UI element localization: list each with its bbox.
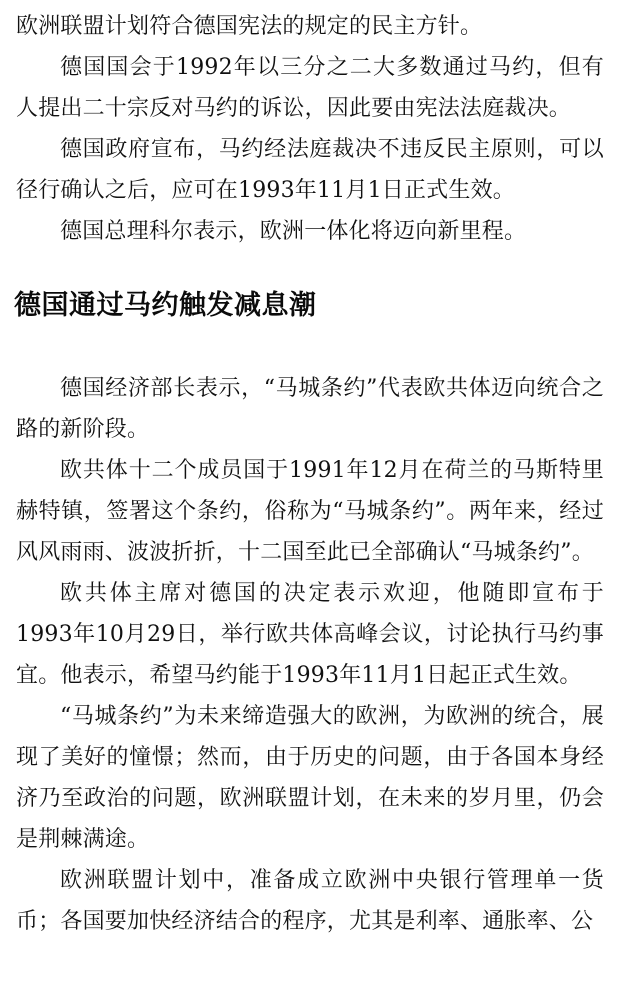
paragraph-intro-1: 欧洲联盟计划符合德国宪法的规定的民主方针。: [16, 14, 483, 39]
paragraph-section-3: 欧共体主席对德国的决定表示欢迎，他随即宣布于1993年10月29日，举行欧共体高峰会议，讨论执行马约事宜。他表示，希望马约能于1993年11月1日起正式生效。: [16, 581, 604, 688]
paragraph-intro-3: 德国政府宣布，马约经法庭裁决不违反民主原则，可以径行确认之后，应可在1993年11月1日正式生效。: [16, 137, 604, 203]
paragraph-section-1: 德国经济部长表示，“马城条约”代表欧共体迈向统合之路的新阶段。: [16, 376, 604, 442]
paragraph-intro-2: 德国国会于1992年以三分之二大多数通过马约，但有人提出二十宗反对马约的诉讼，因此要由宪法法庭裁决。: [16, 55, 604, 121]
paragraph-intro-4: 德国总理科尔表示，欧洲一体化将迈向新里程。: [60, 219, 527, 244]
spacer-before-heading: [0, 252, 618, 286]
paragraph-section-2: 欧共体十二个成员国于1991年12月在荷兰的马斯特里赫特镇，签署这个条约，俗称为“马城条约”。两年来，经过风风雨雨、波波折折，十二国至此已全部确认“马城条约”。: [16, 458, 604, 565]
paragraph-section-5: 欧洲联盟计划中，准备成立欧洲中央银行管理单一货币；各国要加快经济结合的程序，尤其是利率、通胀率、公: [16, 868, 604, 934]
spacer-after-heading: [0, 326, 618, 368]
paragraph-section-4: “马城条约”为未来缔造强大的欧洲，为欧洲的统合，展现了美好的憧憬；然而，由于历史的问题，由于各国本身经济乃至政治的问题，欧洲联盟计划，在未来的岁月里，仍会是荆棘满途。: [16, 704, 604, 852]
section-heading: 德国通过马约触发减息潮: [14, 290, 317, 321]
